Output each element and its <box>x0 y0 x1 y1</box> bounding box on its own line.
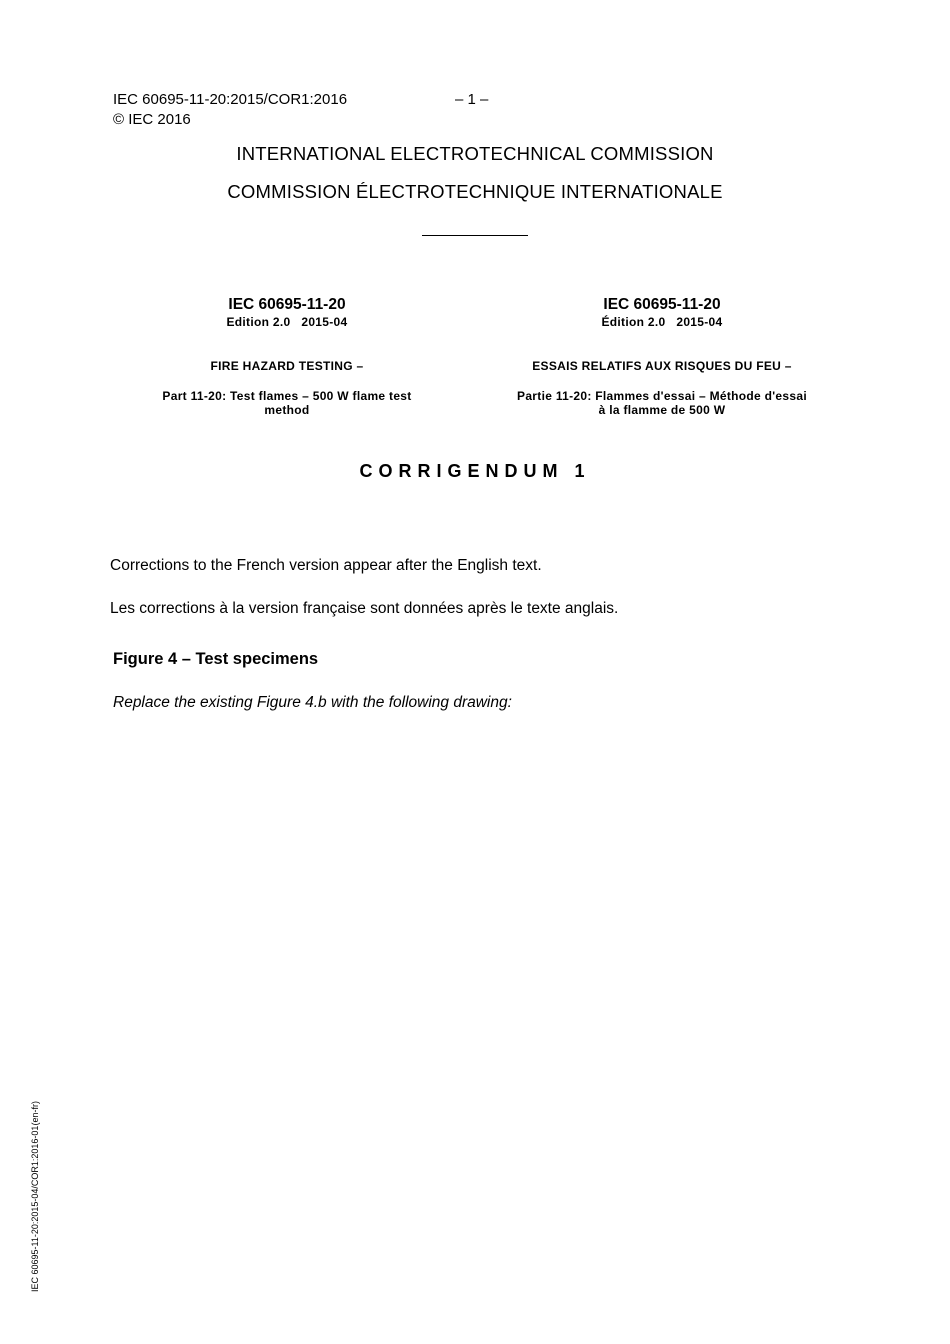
french-column <box>492 296 832 417</box>
english-edition: Edition 2.0 2015-04 <box>226 315 348 329</box>
french-part-line1: Partie 11-20: Flammes d'essai – Méthode d'essai <box>517 389 807 403</box>
french-part-line2: à la flamme de 500 W <box>598 403 726 417</box>
french-edition: Édition 2.0 2015-04 <box>601 315 723 329</box>
english-part-line2: method <box>264 403 310 417</box>
organization-name-en: INTERNATIONAL ELECTROTECHNICAL COMMISSION <box>236 143 714 164</box>
english-standard-number: IEC 60695-11-20 <box>228 296 346 313</box>
header-divider <box>422 235 528 236</box>
side-reference: IEC 60695-11-20:2015-04/COR1:2016-01(en-fr) <box>30 1101 40 1292</box>
document-reference: IEC 60695-11-20:2015/COR1:2016 <box>113 91 348 108</box>
page-number: – 1 – <box>455 91 489 108</box>
corrigendum-heading: CORRIGENDUM 1 <box>359 461 591 481</box>
figure-title: Figure 4 – Test specimens <box>113 650 319 668</box>
english-part-line1: Part 11-20: Test flames – 500 W flame test <box>162 389 412 403</box>
copyright-notice: © IEC 2016 <box>113 111 191 128</box>
instruction-text: Replace the existing Figure 4.b with the following drawing: <box>113 694 512 711</box>
english-title: FIRE HAZARD TESTING – <box>210 359 364 373</box>
note-english: Corrections to the French version appear after the English text. <box>110 557 542 574</box>
french-title: ESSAIS RELATIFS AUX RISQUES DU FEU – <box>532 359 792 373</box>
note-french: Les corrections à la version française sont données après le texte anglais. <box>110 600 619 617</box>
french-standard-number: IEC 60695-11-20 <box>603 296 721 313</box>
organization-name-fr: COMMISSION ÉLECTROTECHNIQUE INTERNATIONALE <box>227 181 723 202</box>
english-column <box>132 296 442 417</box>
